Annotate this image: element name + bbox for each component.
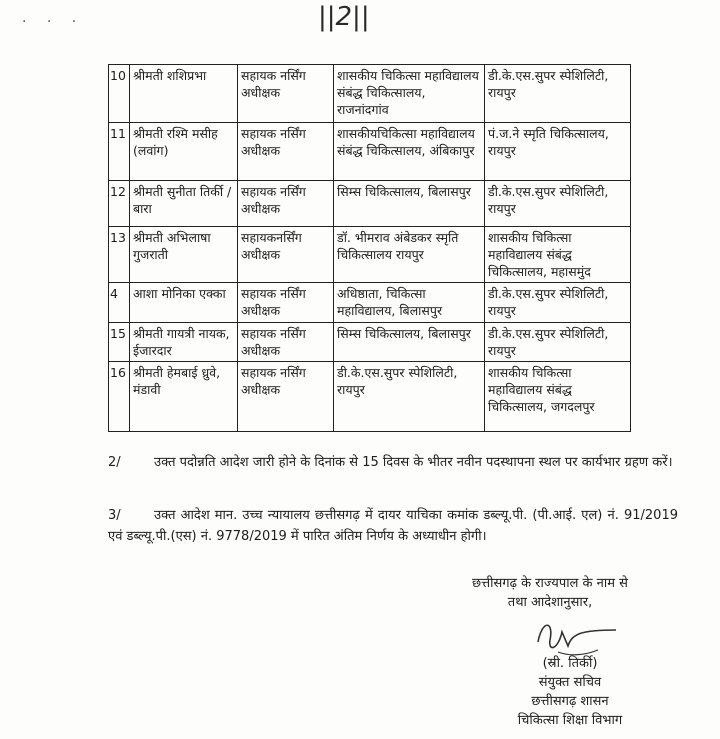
table-row	[109, 181, 631, 227]
table-row	[109, 123, 631, 181]
employee-name-cell: श्रीमती रश्मि मसीह (लवांग)	[130, 123, 238, 181]
page-number: ||2||	[318, 2, 370, 32]
post-cell: सहायक नर्सिंग अधीक्षक	[238, 123, 334, 181]
current-posting-cell: शासकीयचिकित्सा महाविद्यालय संबंद्ध चिकित्सालय, अंबिकापुर	[334, 123, 485, 181]
serial-number-cell: 12	[109, 181, 130, 227]
current-posting-cell: शासकीय चिकित्सा महाविद्यालय संबंद्ध चिकित्सालय, राजनांदगांव	[334, 65, 485, 123]
current-posting-cell: सिम्स चिकित्सालय, बिलासपुर	[334, 181, 485, 227]
table-row	[109, 283, 631, 323]
new-posting-cell: डी.के.एस.सुपर स्पेशिलिटी, रायपुर	[485, 283, 631, 323]
serial-number-cell: 4	[109, 283, 130, 323]
paragraph-3-text: उक्त आदेश मान. उच्च न्यायालय छत्तीसगढ़ में दायर याचिका कमांक डब्ल्यू.पी. (पी.आई. एल) नं. 91/2019 एवं डब्ल्यू.पी.(एस) नं. 9778/2019 में पारित अंतिम निर्णय के अध्याधीन होगी।	[108, 508, 678, 544]
table-row	[109, 65, 631, 123]
paragraph-3	[108, 505, 678, 547]
employee-name-cell: श्रीमती सुनीता तिर्की / बारा	[130, 181, 238, 227]
new-posting-cell: डी.के.एस.सुपर स्पेशिलिटी, रायपुर	[485, 323, 631, 362]
paragraph-2-number: 2/	[108, 455, 121, 470]
post-cell: सहायक नर्सिंग अधीक्षक	[238, 181, 334, 227]
table-row	[109, 227, 631, 283]
current-posting-cell: सिम्स चिकित्सालय, बिलासपुर	[334, 323, 485, 362]
posting-table	[108, 64, 631, 432]
new-posting-cell: डी.के.एस.सुपर स्पेशिलिटी, रायपुर	[485, 181, 631, 227]
officer-designation: संयुक्त सचिव	[538, 675, 602, 690]
table-body	[109, 65, 631, 432]
current-posting-cell: डॉ. भीमराव अंबेडकर स्मृति चिकित्सालय रायपुर	[334, 227, 485, 283]
employee-name-cell: श्रीमती गायत्री नायक, ईजारदार	[130, 323, 238, 362]
serial-number-cell: 11	[109, 123, 130, 181]
serial-number-cell: 13	[109, 227, 130, 283]
department-name: चिकित्सा शिक्षा विभाग	[517, 713, 623, 728]
serial-number-cell: 16	[109, 362, 130, 432]
post-cell: सहायकनर्सिंग अधीक्षक	[238, 227, 334, 283]
post-cell: सहायक नर्सिंग अधीक्षक	[238, 323, 334, 362]
new-posting-cell: शासकीय चिकित्सा महाविद्यालय संबंद्ध चिकित्सालय, जगदलपुर	[485, 362, 631, 432]
employee-name-cell: श्रीमती शशिप्रभा	[130, 65, 238, 123]
table-row	[109, 323, 631, 362]
order-authority	[420, 574, 680, 612]
post-cell: सहायक नर्सिंग अधीक्षक	[238, 283, 334, 323]
current-posting-cell: अधिष्ठाता, चिकित्सा महाविद्यालय, बिलासपुर	[334, 283, 485, 323]
government-name: छत्तीसगढ़ शासन	[531, 694, 609, 709]
signatory-block	[470, 654, 670, 730]
scan-specks: · · ·	[22, 14, 85, 30]
paragraph-2-text: उक्त पदोन्नति आदेश जारी होने के दिनांक से 15 दिवस के भीतर नवीन पदस्थापना स्थल पर कार्यभार ग्रहण करें।	[154, 455, 673, 470]
new-posting-cell: शासकीय चिकित्सा महाविद्यालय संबंद्ध चिकित्सालय, महासमुंद	[485, 227, 631, 283]
paragraph-2	[108, 452, 678, 473]
serial-number-cell: 10	[109, 65, 130, 123]
new-posting-cell: डी.के.एस.सुपर स्पेशिलिटी, रायपुर	[485, 65, 631, 123]
authority-line-1: छत्तीसगढ़ के राज्यपाल के नाम से	[472, 576, 628, 591]
employee-name-cell: आशा मोनिका एक्का	[130, 283, 238, 323]
new-posting-cell: पं.ज.ने स्मृति चिकित्सालय, रायपुर	[485, 123, 631, 181]
table-row	[109, 362, 631, 432]
employee-name-cell: श्रीमती हेमबाई ध्रुवे, मंडावी	[130, 362, 238, 432]
employee-name-cell: श्रीमती अभिलाषा गुजराती	[130, 227, 238, 283]
paragraph-3-number: 3/	[108, 508, 121, 523]
serial-number-cell: 15	[109, 323, 130, 362]
authority-line-2: तथा आदेशानुसार,	[507, 595, 593, 610]
current-posting-cell: डी.के.एस.सुपर स्पेशिलिटी, रायपुर	[334, 362, 485, 432]
post-cell: सहायक नर्सिंग अधीक्षक	[238, 362, 334, 432]
post-cell: सहायक नर्सिंग अधीक्षक	[238, 65, 334, 123]
officer-name: (स्री. तिर्की)	[542, 656, 598, 671]
